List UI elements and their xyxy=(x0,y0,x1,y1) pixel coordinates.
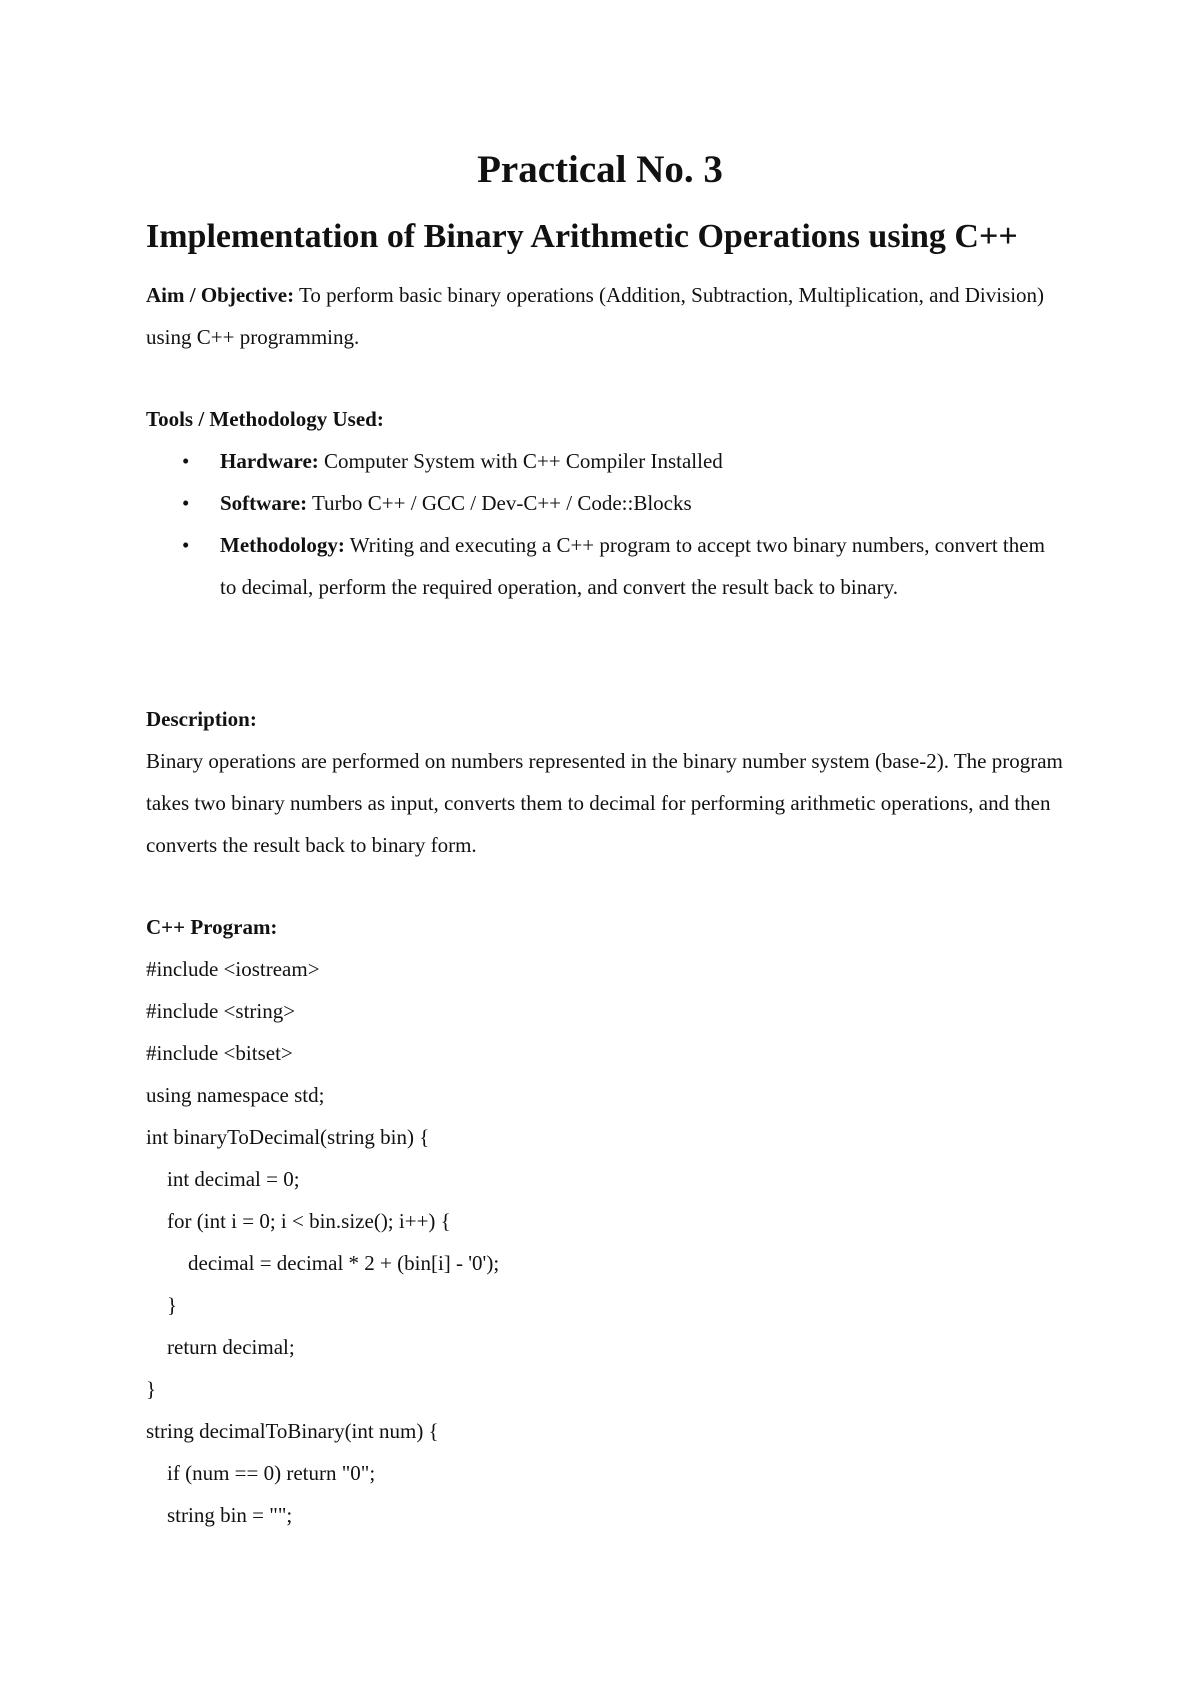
bullet-icon: • xyxy=(182,533,190,557)
page-title: Practical No. 3 xyxy=(477,148,723,191)
page-subtitle: Implementation of Binary Arithmetic Operations using C++ xyxy=(146,218,1018,255)
code-line: #include <iostream> xyxy=(146,957,320,981)
code-line: } xyxy=(146,1377,157,1401)
list-item xyxy=(146,440,1066,482)
code-line: string decimalToBinary(int num) { xyxy=(146,1419,439,1443)
code-line: using namespace std; xyxy=(146,1083,325,1107)
list-item xyxy=(146,524,1066,608)
code-line: } xyxy=(146,1293,178,1317)
tool-text: Turbo C++ / GCC / Dev-C++ / Code::Blocks xyxy=(307,491,692,515)
code-line: #include <string> xyxy=(146,999,296,1023)
code-line: int decimal = 0; xyxy=(146,1167,300,1191)
bullet-icon: • xyxy=(182,449,190,473)
code-line: int binaryToDecimal(string bin) { xyxy=(146,1125,430,1149)
tool-text: Writing and executing a C++ program to accept two binary numbers, convert them to decimal, perform the required operation, and convert the result back to binary. xyxy=(220,533,1045,599)
bullet-icon: • xyxy=(182,491,190,515)
list-item xyxy=(146,482,1066,524)
code-line: for (int i = 0; i < bin.size(); i++) { xyxy=(146,1209,451,1233)
code-line: if (num == 0) return "0"; xyxy=(146,1461,376,1485)
description-heading: Description: xyxy=(146,707,257,731)
tools-heading: Tools / Methodology Used: xyxy=(146,407,384,431)
tool-label: Methodology: xyxy=(220,533,345,557)
aim-text: To perform basic binary operations (Addition, Subtraction, Multiplication, and Division) using C++ programming. xyxy=(146,283,1045,349)
code-line: #include <bitset> xyxy=(146,1041,293,1065)
tool-label: Hardware: xyxy=(220,449,319,473)
aim-paragraph xyxy=(146,274,1066,358)
code-line: string bin = ""; xyxy=(146,1503,293,1527)
description-text: Binary operations are performed on numbers represented in the binary number system (base-2). The program takes two binary numbers as input, converts them to decimal for performing arithmetic operations, and then converts the result back to binary form. xyxy=(146,749,1063,857)
tool-label: Software: xyxy=(220,491,308,515)
tool-text: Computer System with C++ Compiler Installed xyxy=(318,449,723,473)
code-line: decimal = decimal * 2 + (bin[i] - '0'); xyxy=(146,1251,500,1275)
aim-label: Aim / Objective: xyxy=(146,283,295,307)
code-line: return decimal; xyxy=(146,1335,295,1359)
tools-list xyxy=(146,440,1066,608)
code-block xyxy=(146,948,499,1536)
program-heading: C++ Program: xyxy=(146,915,278,939)
